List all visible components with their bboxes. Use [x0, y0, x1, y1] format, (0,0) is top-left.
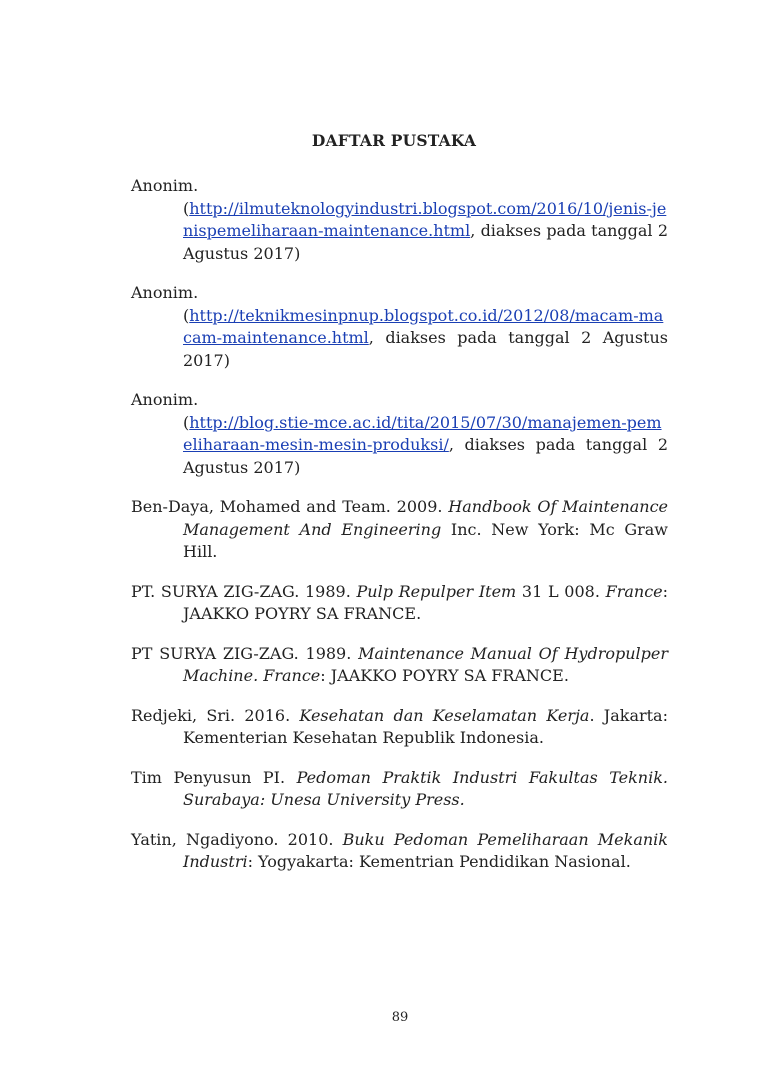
reference-item — [131, 829, 668, 874]
reference-access-info: (http://ilmuteknologyindustri.blogspot.com/2016/10/jenis-jenispemeliharaan-maintenance.html, diakses pada tanggal 2 Agustus 2017) — [183, 198, 668, 263]
reference-access-date: , diakses pada tanggal 2 Agustus 2017) — [183, 435, 668, 477]
reference-access-date: , diakses pada tanggal 2 Agustus 2017) — [183, 328, 668, 370]
reference-title: Kesehatan dan Keselamatan Kerja — [299, 705, 590, 725]
reference-publisher: . Jakarta: Kementerian Kesehatan Republik Indonesia. — [183, 705, 668, 747]
reference-author: Anonim. — [131, 176, 199, 195]
reference-item — [131, 282, 668, 372]
reference-item — [131, 705, 668, 750]
reference-publisher: : Yogyakarta: Kementrian Pendidikan Nasional. — [247, 852, 631, 871]
reference-lead: Yatin, Ngadiyono. 2010. — [131, 829, 343, 849]
reference-title: Buku Pedoman Pemeliharaan Mekanik Industri — [183, 829, 668, 871]
reference-link[interactable]: http://blog.stie-mce.ac.id/tita/2015/07/30/manajemen-pemeliharaan-mesin-mesin-produksi/ — [183, 412, 662, 454]
reference-item — [131, 581, 668, 626]
reference-link[interactable]: http://teknikmesinpnup.blogspot.co.id/2012/08/macam-macam-maintenance.html — [183, 305, 664, 347]
reference-link[interactable]: http://ilmuteknologyindustri.blogspot.com/2016/10/jenis-jenispemeliharaan-maintenance.html — [183, 198, 667, 240]
reference-title: Handbook Of Maintenance Management And Engineering — [183, 497, 668, 539]
reference-place: France — [605, 581, 663, 601]
reference-item — [131, 767, 668, 812]
reference-author: Anonim. — [131, 283, 199, 302]
reference-title: Pulp Repulper Item — [356, 581, 517, 601]
reference-list — [131, 175, 668, 891]
page-number: 89 — [391, 1010, 409, 1025]
reference-title: Pedoman Praktik Industri Fakultas Teknik. Surabaya: Unesa University Press. — [183, 767, 669, 809]
reference-lead: Redjeki, Sri. 2016. — [131, 705, 300, 725]
reference-item — [131, 496, 668, 564]
reference-title: Maintenance Manual Of Hydropulper Machine. France — [183, 643, 668, 685]
reference-access-date: , diakses pada tanggal 2 Agustus 2017) — [183, 221, 668, 263]
reference-publisher: Inc. New York: Mc Graw Hill. — [183, 519, 668, 561]
page-title: DAFTAR PUSTAKA — [311, 131, 477, 150]
reference-item-code: 31 L 008. — [516, 581, 606, 601]
reference-publisher: : JAAKKO POYRY SA FRANCE. — [320, 666, 569, 685]
reference-author: Anonim. — [131, 390, 199, 409]
reference-access-info: (http://blog.stie-mce.ac.id/tita/2015/07/30/manajemen-pemeliharaan-mesin-mesin-produksi/, diakses pada tanggal 2 Agustus 2017) — [183, 412, 668, 477]
reference-item — [131, 175, 668, 265]
reference-lead: Tim Penyusun PI. — [131, 767, 297, 787]
reference-item — [131, 389, 668, 479]
reference-lead: PT SURYA ZIG-ZAG. 1989. — [131, 643, 359, 663]
reference-publisher: : JAAKKO POYRY SA FRANCE. — [183, 581, 669, 623]
reference-lead: Ben-Daya, Mohamed and Team. 2009. — [131, 497, 449, 516]
reference-item — [131, 643, 668, 688]
reference-access-info: (http://teknikmesinpnup.blogspot.co.id/2012/08/macam-macam-maintenance.html, diakses pada tanggal 2 Agustus 2017) — [183, 305, 668, 370]
reference-lead: PT. SURYA ZIG-ZAG. 1989. — [131, 581, 357, 601]
